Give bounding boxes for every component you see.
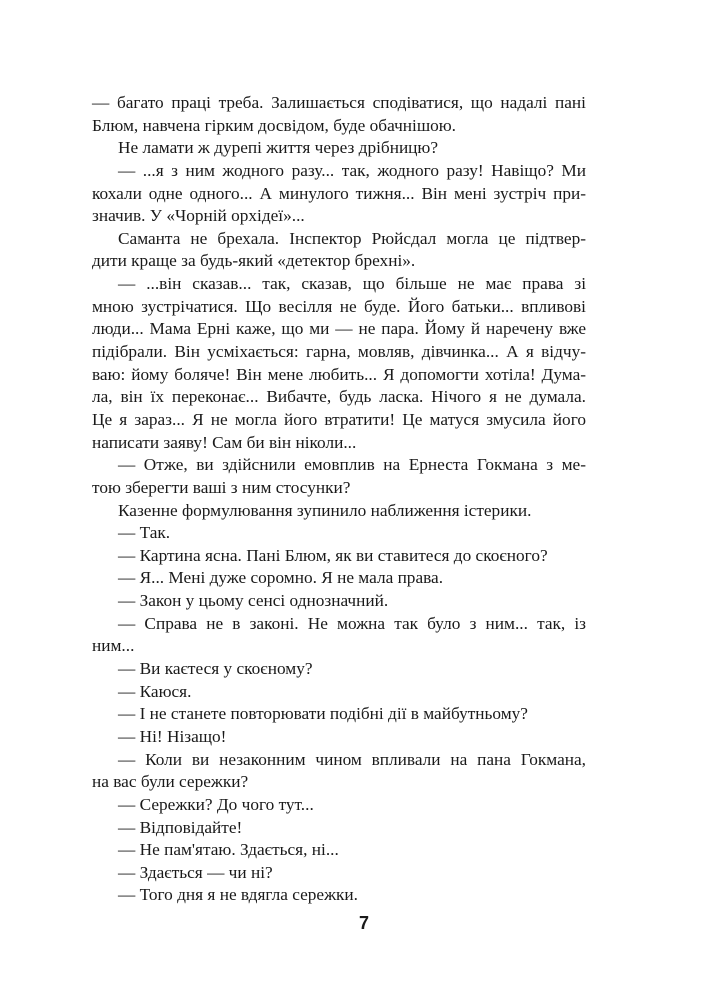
text-line: — Я... Мені дуже соромно. Я не мала права. [118,568,444,588]
text-line: Казенне формулювання зупинило наближення істерики. [118,500,532,520]
text-line: мною зустрічатися. Що весілля не буде. Його батьки... впливові [92,296,586,316]
text-line: — І не станете повторювати подібні дії в майбутньому? [118,704,528,724]
text-line: — ...я з ним жодного разу... так, жодного разу! Навіщо? Ми [118,160,586,180]
text-line: — ...він сказав... так, сказав, що більше не має права зі [118,274,586,294]
text-line: на вас були сережки? [92,772,249,792]
text-line: — багато праці треба. Залишається сподіватися, що надалі пані [92,93,586,112]
text-line: — Ні! Нізащо! [118,726,227,746]
text-line: ваю: йому боляче! Він мене любить... Я допомогти хотіла! Дума- [92,364,586,384]
text-line: ла, він їх переконає... Вибачте, будь ласка. Нічого я не думала. [92,387,586,407]
text-line: Це я зараз... Я не могла його втратити! Це матуся змусила його [92,409,586,429]
text-line: — Коли ви незаконним чином впливали на пана Гокмана, [118,749,586,769]
text-line: тою зберегти ваші з ним стосунки? [92,477,351,497]
text-line: дити краще за будь-який «детектор брехні». [92,251,416,271]
text-line: люди... Мама Ерні каже, що ми — не пара. Йому й наречену вже [92,319,586,339]
text-line: — Отже, ви здійснили емовплив на Ернеста Гокмана з ме- [118,455,586,475]
text-line: — Не пам'ятаю. Здається, ні... [118,840,339,860]
text-line: — Сережки? До чого тут... [118,794,314,814]
text-line: — Так. [118,523,171,543]
text-line: — Картина ясна. Пані Блюм, як ви ставитеся до скоєного? [118,545,548,565]
text-line: кохали одне одного... А минулого тижня... Він мені зустріч при- [92,183,586,203]
text-line: — Ви каєтеся у скоєному? [118,659,313,679]
text-line: — Закон у цьому сенсі однозначний. [118,591,389,611]
page-number: 7 [358,913,369,933]
text-line: Блюм, навчена гірким досвідом, буде обачнішою. [92,115,457,135]
text-line: написати заяву! Сам би він ніколи... [92,432,357,452]
text-line: — Здається — чи ні? [118,862,273,882]
page-text [92,92,586,907]
text-line: підібрали. Він усміхається: гарна, мовляв, дівчинка... А я відчу- [92,342,586,362]
text-line: — Каюся. [118,681,192,701]
text-line: — Відповідайте! [118,817,243,837]
text-line: значив. У «Чорній орхідеї»... [92,206,305,226]
text-line: ним... [92,636,135,656]
text-line: Не ламати ж дурепі життя через дрібницю? [118,138,439,158]
text-line: Саманта не брехала. Інспектор Рюйсдал могла це підтвер- [118,228,586,248]
text-line: — Того дня я не вдягла сережки. [118,885,358,905]
text-line: — Справа не в законі. Не можна так було з ним... так, із [118,613,586,633]
